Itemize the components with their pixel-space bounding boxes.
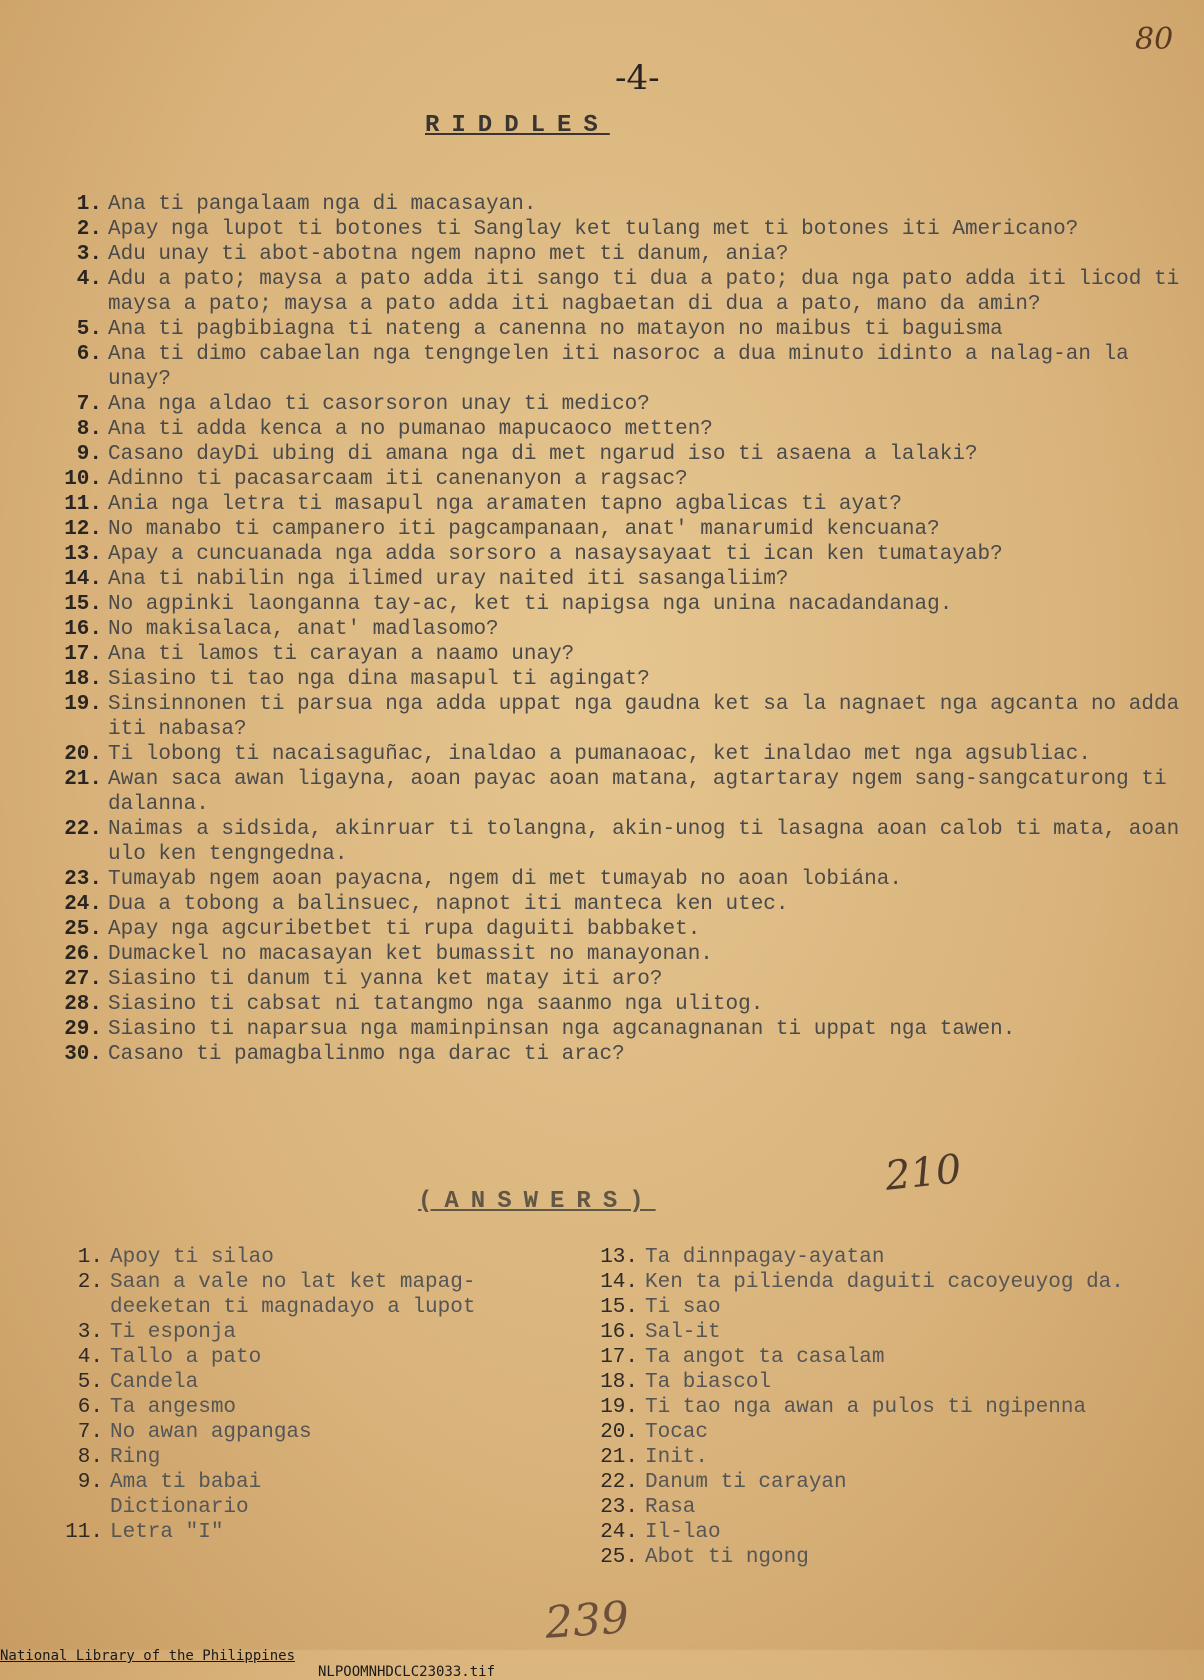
riddles-list [50,192,1190,1067]
riddle-number: 11. [64,493,102,516]
riddle-text: Apay nga lupot ti botones ti Sanglay ket tulang met ti botones iti Americano? [108,218,1079,241]
answer-text: No awan agpangas [110,1421,312,1444]
answer-number: 19. [600,1396,638,1419]
footer-filename: NLPOOMNHDCLC23033.tif [318,1664,496,1680]
answer-item [55,1245,565,1270]
riddle-item [50,817,1190,867]
riddle-number: 3. [76,243,102,266]
answer-number: 23. [600,1496,638,1519]
riddle-text: Ana ti adda kenca a no pumanao mapucaoco metten? [108,418,713,441]
answer-number: 1. [77,1246,103,1269]
riddle-item [50,667,1190,692]
answer-number: 7. [77,1421,103,1444]
answer-text: Rasa [645,1496,696,1519]
answer-number: 6. [77,1396,103,1419]
riddle-item [50,617,1190,642]
answer-item [590,1470,1190,1495]
riddle-number: 21. [64,768,102,791]
riddle-text: No manabo ti campanero iti pagcampanaan, anat' manarumid kencuana? [108,518,940,541]
page-number: -4- [615,58,660,98]
answer-number: 13. [600,1246,638,1269]
answer-text: Letra "I" [110,1521,224,1544]
riddle-text: Adu unay ti abot-abotna ngem napno met ti danum, ania? [108,243,789,266]
answer-number: 21. [600,1446,638,1469]
answer-item [590,1245,1190,1270]
riddle-item [50,417,1190,442]
riddle-item [50,492,1190,517]
riddle-text: Dua a tobong a balinsuec, napnot iti manteca ken utec. [108,893,789,916]
answer-text: Ta angesmo [110,1396,237,1419]
riddle-item [50,1042,1190,1067]
answer-number: 8. [77,1446,103,1469]
answer-number: 18. [600,1371,638,1394]
riddle-item [50,567,1190,592]
riddle-text: Adinno ti pacasarcaam iti canenanyon a ragsac? [108,468,688,491]
riddle-item [50,342,1190,392]
answer-number: 2. [77,1271,103,1294]
answer-text: Abot ti ngong [645,1546,809,1569]
answers-heading: (ANSWERS) [418,1188,656,1215]
riddle-item [50,1017,1190,1042]
answer-item [590,1295,1190,1320]
answer-text: Tocac [645,1421,709,1444]
answers-left-column [55,1245,565,1545]
riddle-number: 8. [76,418,102,441]
riddle-text: Siasino ti naparsua nga maminpinsan nga agcanagnanan ti uppat nga tawen. [108,1018,1016,1041]
stamp-number: 239 [543,1592,631,1649]
riddle-item [50,967,1190,992]
riddle-text: Dumackel no macasayan ket bumassit no manayonan. [108,943,713,966]
answer-text: Danum ti carayan [645,1471,847,1494]
answer-item [590,1545,1190,1570]
answer-text: Init. [645,1446,709,1469]
answers-right-column [590,1245,1190,1570]
answer-item [55,1345,565,1370]
answer-text: Ti esponja [110,1321,237,1344]
answer-number: 24. [600,1521,638,1544]
riddle-number: 19. [64,693,102,716]
answer-text: Saan a vale no lat ket mapag-deeketan ti magnadayo a lupot [110,1271,476,1319]
riddle-number: 26. [64,943,102,966]
riddle-number: 5. [76,318,102,341]
answer-item [55,1495,565,1520]
answer-number: 15. [600,1296,638,1319]
answer-text: Ken ta pilienda daguiti cacoyeuyog da. [645,1271,1124,1294]
answer-item [55,1320,565,1345]
riddle-text: Ana nga aldao ti casorsoron unay ti medico? [108,393,650,416]
riddle-number: 16. [64,618,102,641]
footer-library: National Library of the Philippines [0,1648,296,1664]
riddle-item [50,392,1190,417]
answer-number: 3. [77,1321,103,1344]
answer-text: Apoy ti silao [110,1246,274,1269]
answer-item [55,1270,565,1320]
answer-text: Ta angot ta casalam [645,1346,885,1369]
answer-item [590,1420,1190,1445]
answer-number: 5. [77,1371,103,1394]
riddle-number: 22. [64,818,102,841]
riddle-number: 28. [64,993,102,1016]
answer-text: Tallo a pato [110,1346,262,1369]
answer-text: Ama ti babai [110,1471,262,1494]
riddle-item [50,442,1190,467]
riddle-text: Ti lobong ti nacaisaguñac, inaldao a pumanaoac, ket inaldao met nga agsubliac. [108,743,1091,766]
riddle-number: 15. [64,593,102,616]
riddle-item [50,917,1190,942]
answer-text: Ti sao [645,1296,721,1319]
riddle-item [50,892,1190,917]
answer-item [590,1270,1190,1295]
riddle-item [50,192,1190,217]
riddle-number: 20. [64,743,102,766]
riddle-number: 14. [64,568,102,591]
riddle-text: Tumayab ngem aoan payacna, ngem di met tumayab no aoan lobiána. [108,868,902,891]
archive-number: 80 [1135,22,1174,57]
riddle-item [50,242,1190,267]
riddle-number: 17. [64,643,102,666]
answer-number: 4. [77,1346,103,1369]
riddle-number: 10. [64,468,102,491]
answer-item [55,1370,565,1395]
riddle-number: 29. [64,1018,102,1041]
riddle-text: Ana ti lamos ti carayan a naamo unay? [108,643,575,666]
answer-number: 9. [77,1471,103,1494]
answer-number: 22. [600,1471,638,1494]
answer-item [590,1520,1190,1545]
riddle-number: 1. [76,193,102,216]
riddle-item [50,217,1190,242]
riddle-text: Siasino ti danum ti yanna ket matay iti aro? [108,968,663,991]
answer-text: Candela [110,1371,199,1394]
riddle-text: Naimas a sidsida, akinruar ti tolangna, akin-unog ti lasagna aoan calob ti mata, aoan ulo ken tengngedna. [108,818,1192,866]
riddle-item [50,742,1190,767]
riddle-item [50,692,1190,742]
riddle-item [50,992,1190,1017]
riddle-text: No makisalaca, anat' madlasomo? [108,618,499,641]
riddle-text: Casano dayDi ubing di amana nga di met ngarud iso ti asaena a lalaki? [108,443,978,466]
answer-item [55,1395,565,1420]
answer-number: 25. [600,1546,638,1569]
answer-item [590,1395,1190,1420]
riddle-text: Casano ti pamagbalinmo nga darac ti arac? [108,1043,625,1066]
answer-item [590,1445,1190,1470]
riddle-item [50,867,1190,892]
riddle-text: Sinsinnonen ti parsua nga adda uppat nga gaudna ket sa la nagnaet nga agcanta no adda iti nabasa? [108,693,1192,741]
riddle-number: 30. [64,1043,102,1066]
riddle-number: 9. [76,443,102,466]
riddle-text: Ana ti pangalaam nga di macasayan. [108,193,537,216]
riddle-number: 4. [76,268,102,291]
answer-text: Il-lao [645,1521,721,1544]
riddle-number: 27. [64,968,102,991]
riddle-number: 7. [76,393,102,416]
riddle-text: Apay nga agcuribetbet ti rupa daguiti babbaket. [108,918,701,941]
riddle-item [50,942,1190,967]
riddle-number: 24. [64,893,102,916]
answer-item [590,1370,1190,1395]
riddle-text: Ana ti dimo cabaelan nga tengngelen iti nasoroc a dua minuto idinto a nalag-an la unay? [108,343,1142,391]
riddle-item [50,267,1190,317]
riddle-number: 13. [64,543,102,566]
riddle-item [50,317,1190,342]
riddle-text: Siasino ti cabsat ni tatangmo nga saanmo nga ulitog. [108,993,764,1016]
answer-item [55,1470,565,1495]
riddle-item [50,542,1190,567]
answer-item [55,1420,565,1445]
riddle-item [50,517,1190,542]
riddle-text: Ania nga letra ti masapul nga aramaten tapno agbalicas ti ayat? [108,493,902,516]
riddle-number: 23. [64,868,102,891]
riddle-number: 18. [64,668,102,691]
answer-item [590,1495,1190,1520]
answer-text: Dictionario [110,1496,249,1519]
answer-item [590,1345,1190,1370]
riddle-item [50,642,1190,667]
riddle-number: 25. [64,918,102,941]
riddle-item [50,467,1190,492]
riddle-number: 2. [76,218,102,241]
answer-text: Ti tao nga awan a pulos ti ngipenna [645,1396,1087,1419]
answer-text: Sal-it [645,1321,721,1344]
answer-number: 16. [600,1321,638,1344]
riddle-item [50,767,1190,817]
riddle-text: Ana ti nabilin nga ilimed uray naited iti sasangaliim? [108,568,789,591]
answer-text: Ta dinnpagay-ayatan [645,1246,885,1269]
riddle-text: Siasino ti tao nga dina masapul ti agingat? [108,668,650,691]
riddle-number: 12. [64,518,102,541]
answer-number: 11. [65,1521,103,1544]
margin-note: 210 [882,1146,964,1200]
riddle-text: Awan saca awan ligayna, aoan payac aoan matana, agtartaray ngem sang-sangcaturong ti dalanna. [108,768,1180,816]
riddle-number: 6. [76,343,102,366]
answer-item [55,1445,565,1470]
answer-item [590,1320,1190,1345]
answer-item [55,1520,565,1545]
riddles-heading: RIDDLES [425,112,610,139]
answer-text: Ta biascol [645,1371,772,1394]
riddle-item [50,592,1190,617]
answer-number: 14. [600,1271,638,1294]
answer-text: Ring [110,1446,161,1469]
riddle-text: Ana ti pagbibiagna ti nateng a canenna no matayon no maibus ti baguisma [108,318,1003,341]
riddle-text: No agpinki laonganna tay-ac, ket ti napigsa nga unina nacadandanag. [108,593,953,616]
riddle-text: Apay a cuncuanada nga adda sorsoro a nasaysayaat ti ican ken tumatayab? [108,543,1003,566]
answer-number: 17. [600,1346,638,1369]
answer-number: 20. [600,1421,638,1444]
riddle-text: Adu a pato; maysa a pato adda iti sango ti dua a pato; dua nga pato adda iti licod ti maysa a pato; maysa a pato adda iti nagbaetan di dua a pato, mano da amin? [108,268,1192,316]
footer [0,1632,1204,1680]
